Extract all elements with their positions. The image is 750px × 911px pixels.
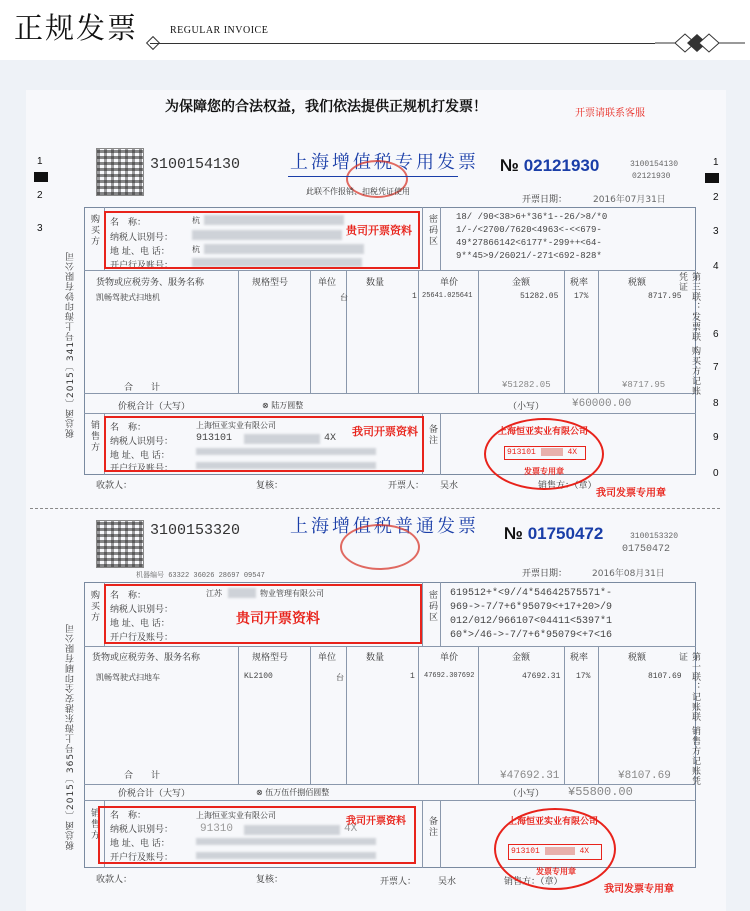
buyer-name-end: 物业管理有限公司 bbox=[260, 589, 324, 598]
column-header: 规格型号 bbox=[252, 653, 289, 663]
cipher-line: 49*27866142<6177*-299++<64- bbox=[456, 238, 602, 248]
stamp-id: 913101 bbox=[511, 847, 540, 857]
item-name: 凯畅驾驶式扫地机 bbox=[96, 293, 160, 302]
total-label: 合 计 bbox=[124, 771, 161, 781]
column-header: 数量 bbox=[366, 278, 385, 288]
item-unit: 台 bbox=[336, 673, 344, 682]
drawer-label: 开票人： bbox=[380, 877, 417, 887]
side-note-right: 第三联：发票联 购买方记账凭证 bbox=[677, 272, 700, 396]
drawer-name: 吴水 bbox=[440, 481, 459, 491]
table-rule bbox=[440, 413, 441, 475]
stamp-note: 我司发票专用章 bbox=[604, 884, 674, 895]
table-rule bbox=[440, 800, 441, 868]
item-model: KL2100 bbox=[244, 672, 273, 681]
seller-name: 上海恒亚实业有限公司 bbox=[196, 811, 276, 820]
buyer-bank-label: 开户行及账号： bbox=[110, 261, 174, 271]
tax-seal bbox=[340, 524, 420, 570]
side-note-left: 税总函〔2015〕341号上海印钞有限公司 bbox=[66, 250, 76, 438]
buyer-name: 江苏 bbox=[206, 589, 222, 598]
side-note-left: 税总函〔2015〕365号上海东港安全印刷有限公司 bbox=[66, 622, 76, 850]
item-amount: 47692.31 bbox=[522, 672, 561, 681]
grand-total-label: 价税合计（大写） bbox=[118, 789, 191, 799]
invoice-title: 上海增值税普通发票 bbox=[290, 516, 479, 537]
column-header: 单价 bbox=[440, 278, 459, 288]
seller-side-label: 销售方 bbox=[89, 420, 99, 453]
drawer-name: 吴水 bbox=[438, 877, 457, 887]
date-label: 开票日期： bbox=[522, 195, 568, 205]
item-quantity: 1 bbox=[412, 292, 417, 301]
seller-taxid-end: 4X bbox=[344, 823, 358, 835]
table-rule bbox=[598, 270, 599, 393]
buyer-side-label: 购买方 bbox=[89, 214, 99, 247]
column-header: 单位 bbox=[318, 278, 337, 288]
margin-mark: 2 bbox=[713, 192, 719, 203]
total-tax: ¥8717.95 bbox=[622, 380, 666, 390]
cipher-label: 密码区 bbox=[427, 214, 437, 247]
machine-number: 机器编号 63322 36026 28697 09547 bbox=[136, 572, 265, 580]
qr-code bbox=[96, 520, 144, 568]
margin-mark: 9 bbox=[713, 432, 719, 443]
seller-address-label: 地 址、电 话： bbox=[110, 451, 170, 461]
table-rule bbox=[564, 646, 565, 784]
item-price: 25641.025641 bbox=[422, 292, 473, 300]
seller-address-label: 地 址、电 话： bbox=[110, 839, 170, 849]
payee-label: 收款人： bbox=[96, 481, 133, 491]
table-rule bbox=[310, 270, 311, 393]
cipher-line: 012/012/966107<04411<5397*1 bbox=[450, 616, 613, 627]
stamp-id: 913101 bbox=[507, 448, 536, 458]
cipher-line: 969->-7/7+6*95079<+17+20>/9 bbox=[450, 602, 613, 613]
redacted-field bbox=[545, 847, 575, 855]
invoice-date: 2016年08月31日 bbox=[592, 569, 665, 579]
stamp-ring-text: 上海恒亚实业有限公司 bbox=[498, 427, 589, 437]
invoice-subtitle: 此联不作报销、扣税凭证使用 bbox=[306, 187, 410, 196]
seller-stamp-label: 销售方：（章） bbox=[538, 481, 597, 491]
diamond-decoration-icon bbox=[655, 30, 745, 56]
table-rule bbox=[478, 270, 479, 393]
stamp-label: 发票专用章 bbox=[524, 467, 564, 476]
buyer-note: 贵司开票资料 bbox=[346, 224, 412, 237]
column-header: 货物或应税劳务、服务名称 bbox=[92, 653, 201, 663]
margin-mark: 6 bbox=[713, 329, 719, 340]
margin-mark: 0 bbox=[713, 468, 719, 479]
number-value: 01750472 bbox=[527, 524, 604, 543]
date-label: 开票日期： bbox=[522, 569, 568, 579]
page-subtitle: REGULAR INVOICE bbox=[170, 25, 269, 36]
table-rule bbox=[238, 646, 239, 784]
margin-mark: 8 bbox=[713, 398, 719, 409]
invoice-date: 2016年07月31日 bbox=[593, 195, 666, 205]
seller-bank-label: 开户行及账号： bbox=[110, 464, 174, 474]
buyer-highlight-box bbox=[104, 211, 420, 269]
qr-code bbox=[96, 148, 144, 196]
table-rule bbox=[440, 207, 441, 270]
small-number: 02121930 bbox=[632, 172, 671, 181]
stamp-id-box bbox=[504, 446, 586, 460]
stamp-id-end: 4X bbox=[567, 448, 578, 458]
seller-taxid-start: 913101 bbox=[196, 433, 233, 444]
margin-bar bbox=[705, 173, 719, 183]
cipher-line: 619512+*<9//4*54642575571*- bbox=[450, 588, 613, 599]
table-rule bbox=[422, 207, 423, 270]
seller-taxid-label: 纳税人识别号： bbox=[110, 825, 174, 835]
table-rule bbox=[422, 582, 423, 646]
item-quantity: 1 bbox=[410, 672, 415, 681]
small-code: 3100154130 bbox=[630, 160, 679, 169]
invoice-number bbox=[500, 156, 599, 176]
grand-total-amount: ¥60000.00 bbox=[572, 398, 632, 410]
grand-total-words: ⊗ 伍万伍仟捌佰圆整 bbox=[256, 788, 330, 797]
table-rule bbox=[84, 413, 696, 414]
margin-mark: 7 bbox=[713, 362, 719, 373]
table-rule bbox=[346, 270, 347, 393]
payee-label: 收款人： bbox=[96, 875, 133, 885]
buyer-bank-label: 开户行及账号： bbox=[110, 633, 174, 643]
side-note-right: 第一联：记账联 销售方记账凭证 bbox=[677, 652, 700, 786]
buyer-side-label: 购买方 bbox=[89, 590, 99, 623]
buyer-address-label: 地 址、电 话： bbox=[110, 619, 170, 629]
item-unit: 台 bbox=[340, 293, 348, 302]
table-rule bbox=[418, 270, 419, 393]
item-tax: 8107.69 bbox=[648, 672, 682, 681]
table-rule bbox=[346, 646, 347, 784]
total-tax: ¥8107.69 bbox=[618, 770, 671, 782]
seller-name-label: 名 称： bbox=[110, 811, 147, 821]
stamp-label: 发票专用章 bbox=[536, 867, 576, 876]
perforation-line bbox=[30, 508, 720, 509]
table-rule bbox=[598, 646, 599, 784]
table-rule bbox=[84, 800, 696, 801]
reviewer-label: 复核： bbox=[256, 875, 284, 885]
buyer-name-label: 名 称： bbox=[110, 218, 147, 228]
small-code: 3100153320 bbox=[630, 532, 679, 541]
item-price: 47692.307692 bbox=[424, 672, 475, 680]
cipher-line: 9**45>9/26021/-271<692-828* bbox=[456, 251, 602, 261]
buyer-taxid-label: 纳税人识别号： bbox=[110, 605, 174, 615]
item-name: 凯畅驾驶式扫地车 bbox=[96, 673, 160, 682]
invoice-number bbox=[504, 524, 603, 544]
stamp-ring-text: 上海恒亚实业有限公司 bbox=[508, 817, 599, 827]
column-header: 税率 bbox=[570, 653, 589, 663]
column-header: 单价 bbox=[440, 653, 459, 663]
buyer-name-label: 名 称： bbox=[110, 591, 147, 601]
seller-taxid-start: 91310 bbox=[200, 823, 234, 835]
column-header: 单位 bbox=[318, 653, 337, 663]
invoice-title: 上海增值税专用发票 bbox=[290, 152, 479, 173]
table-rule bbox=[84, 646, 696, 647]
table-rule bbox=[238, 270, 239, 393]
remarks-label: 备注 bbox=[427, 816, 437, 838]
item-tax-rate: 17% bbox=[576, 672, 591, 681]
seller-note: 我司开票资料 bbox=[352, 425, 418, 438]
grand-small-label: （小写） bbox=[508, 789, 545, 799]
buyer-note: 贵司开票资料 bbox=[236, 611, 320, 627]
column-header: 税额 bbox=[628, 653, 647, 663]
margin-mark: 3 bbox=[713, 226, 719, 237]
seller-name-label: 名 称： bbox=[110, 423, 147, 433]
seller-bank-label: 开户行及账号： bbox=[110, 853, 174, 863]
number-value: 02121930 bbox=[523, 156, 600, 175]
column-header: 货物或应税劳务、服务名称 bbox=[96, 278, 205, 288]
notice-red-note: 开票请联系客服 bbox=[575, 108, 645, 119]
seller-note: 我司开票资料 bbox=[346, 816, 406, 827]
buyer-taxid-label: 纳税人识别号： bbox=[110, 233, 174, 243]
item-tax-rate: 17% bbox=[574, 292, 589, 301]
grand-total-label: 价税合计（大写） bbox=[118, 402, 191, 412]
item-amount: 51282.05 bbox=[520, 292, 559, 301]
seller-taxid-label: 纳税人识别号： bbox=[110, 437, 174, 447]
table-rule bbox=[84, 393, 696, 394]
margin-mark: 3 bbox=[37, 223, 43, 234]
margin-mark: 1 bbox=[713, 157, 719, 168]
margin-mark: 4 bbox=[713, 261, 719, 272]
column-header: 金额 bbox=[512, 278, 531, 288]
margin-mark: 2 bbox=[37, 190, 43, 201]
total-amount: ¥47692.31 bbox=[500, 770, 560, 782]
header-divider bbox=[150, 43, 655, 44]
invoice-code: 3100154130 bbox=[150, 156, 241, 173]
table-rule bbox=[310, 646, 311, 784]
table-rule bbox=[418, 646, 419, 784]
grand-total-amount: ¥55800.00 bbox=[568, 785, 633, 799]
reviewer-label: 复核： bbox=[256, 481, 284, 491]
small-number: 01750472 bbox=[622, 544, 671, 555]
invoice-code: 3100153320 bbox=[150, 522, 241, 539]
table-rule bbox=[84, 270, 696, 271]
column-header: 规格型号 bbox=[252, 278, 289, 288]
redacted-field bbox=[541, 448, 563, 456]
page-header bbox=[0, 0, 750, 60]
cipher-line: 1/-/<2700/7620<4963<-<<679- bbox=[456, 225, 602, 235]
total-label: 合 计 bbox=[124, 383, 161, 393]
margin-bar bbox=[34, 172, 48, 182]
remarks-label: 备注 bbox=[427, 424, 437, 446]
table-rule bbox=[440, 582, 441, 646]
column-header: 数量 bbox=[366, 653, 385, 663]
seller-name: 上海恒亚实业有限公司 bbox=[196, 421, 276, 430]
page-title: 正规发票 bbox=[14, 11, 139, 45]
drawer-label: 开票人： bbox=[388, 481, 425, 491]
item-tax: 8717.95 bbox=[648, 292, 682, 301]
number-prefix: № bbox=[500, 156, 519, 175]
title-underline bbox=[288, 176, 458, 177]
seller-stamp-label: 销售方：（章） bbox=[504, 877, 563, 887]
buyer-address: 杭 bbox=[192, 245, 200, 254]
seller-side-label: 销售方 bbox=[89, 808, 99, 841]
column-header: 税率 bbox=[570, 278, 589, 288]
table-rule bbox=[478, 646, 479, 784]
grand-total-words: ⊗ 陆万圆整 bbox=[262, 401, 304, 410]
number-prefix: № bbox=[504, 524, 523, 543]
margin-mark: 1 bbox=[37, 156, 43, 167]
stamp-note: 我司发票专用章 bbox=[596, 488, 666, 499]
stamp-id-box bbox=[508, 844, 602, 860]
column-header: 税额 bbox=[628, 278, 647, 288]
table-rule bbox=[422, 800, 423, 868]
cipher-label: 密码区 bbox=[427, 590, 437, 623]
seller-taxid-end: 4X bbox=[324, 433, 337, 444]
buyer-address-label: 地 址、电 话： bbox=[110, 247, 170, 257]
cipher-line: 60*>/46->-7/7+6*95079<+7<16 bbox=[450, 630, 613, 641]
cipher-line: 18/ /90<38>6+*36*1--26/>8/*0 bbox=[456, 212, 608, 222]
stamp-id-end: 4X bbox=[579, 847, 590, 857]
table-rule bbox=[564, 270, 565, 393]
total-amount: ¥51282.05 bbox=[502, 380, 551, 390]
column-header: 金额 bbox=[512, 653, 531, 663]
notice-text: 为保障您的合法权益，我们依法提供正规机打发票！ bbox=[165, 99, 487, 115]
buyer-name: 杭 bbox=[192, 216, 200, 225]
grand-small-label: （小写） bbox=[508, 402, 545, 412]
